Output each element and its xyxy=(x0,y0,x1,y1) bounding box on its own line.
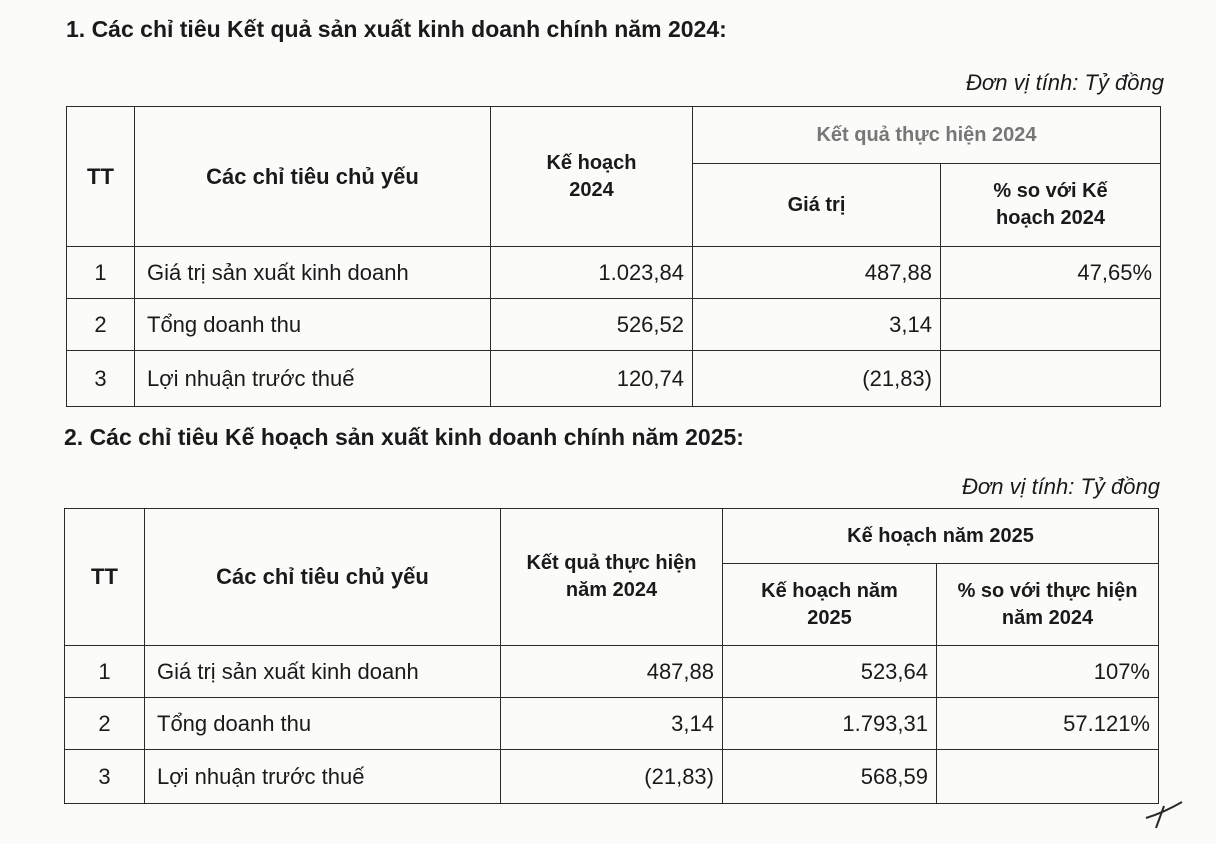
header-value: Giá trị xyxy=(693,164,941,247)
row-plan: 1.023,84 xyxy=(491,247,693,299)
results-2024-table xyxy=(66,106,1161,407)
row-indicator: Tổng doanh thu xyxy=(145,698,501,750)
header-tt: TT xyxy=(65,509,145,646)
row-indicator: Tổng doanh thu xyxy=(135,299,491,351)
row-tt: 2 xyxy=(67,299,135,351)
header-actual-2024: Kết quả thực hiện năm 2024 xyxy=(501,509,723,646)
row-tt: 2 xyxy=(65,698,145,750)
row-indicator: Lợi nhuận trước thuế xyxy=(135,351,491,407)
header-plan-2024: Kế hoạch 2024 xyxy=(491,107,693,247)
row-indicator: Lợi nhuận trước thuế xyxy=(145,750,501,804)
header-percent-plan: % so với Kế hoạch 2024 xyxy=(941,164,1161,247)
table-row xyxy=(67,299,1161,351)
row-percent xyxy=(941,351,1161,407)
row-value: 3,14 xyxy=(693,299,941,351)
row-tt: 1 xyxy=(65,646,145,698)
row-value: 487,88 xyxy=(693,247,941,299)
row-plan: 568,59 xyxy=(723,750,937,804)
section2-unit: Đơn vị tính: Tỷ đồng xyxy=(962,474,1160,499)
header-plan-2025: Kế hoạch năm 2025 xyxy=(723,564,937,646)
row-tt: 3 xyxy=(65,750,145,804)
table-row xyxy=(67,351,1161,407)
row-indicator: Giá trị sản xuất kinh doanh xyxy=(145,646,501,698)
section1-title: 1. Các chỉ tiêu Kết quả sản xuất kinh doanh chính năm 2024: xyxy=(66,16,727,42)
header-percent-actual: % so với thực hiện năm 2024 xyxy=(937,564,1159,646)
table-row xyxy=(67,247,1161,299)
row-actual: 3,14 xyxy=(501,698,723,750)
table-row xyxy=(65,698,1159,750)
row-plan: 120,74 xyxy=(491,351,693,407)
row-tt: 3 xyxy=(67,351,135,407)
row-tt: 1 xyxy=(67,247,135,299)
row-plan: 526,52 xyxy=(491,299,693,351)
header-indicator: Các chỉ tiêu chủ yếu xyxy=(135,107,491,247)
table-row xyxy=(65,750,1159,804)
row-indicator: Giá trị sản xuất kinh doanh xyxy=(135,247,491,299)
section2-title: 2. Các chỉ tiêu Kế hoạch sản xuất kinh doanh chính năm 2025: xyxy=(64,424,744,450)
row-actual: 487,88 xyxy=(501,646,723,698)
header-results-group: Kết quả thực hiện 2024 xyxy=(693,107,1161,164)
row-plan: 523,64 xyxy=(723,646,937,698)
header-plan-2025-group: Kế hoạch năm 2025 xyxy=(723,509,1159,564)
section1-unit: Đơn vị tính: Tỷ đồng xyxy=(966,70,1164,95)
row-value: (21,83) xyxy=(693,351,941,407)
header-indicator: Các chỉ tiêu chủ yếu xyxy=(145,509,501,646)
table-row xyxy=(65,646,1159,698)
row-percent xyxy=(937,750,1159,804)
plan-2025-table xyxy=(64,508,1159,804)
signature-mark xyxy=(1142,798,1186,834)
row-actual: (21,83) xyxy=(501,750,723,804)
row-plan: 1.793,31 xyxy=(723,698,937,750)
header-tt: TT xyxy=(67,107,135,247)
row-percent: 47,65% xyxy=(941,247,1161,299)
row-percent: 107% xyxy=(937,646,1159,698)
row-percent xyxy=(941,299,1161,351)
row-percent: 57.121% xyxy=(937,698,1159,750)
